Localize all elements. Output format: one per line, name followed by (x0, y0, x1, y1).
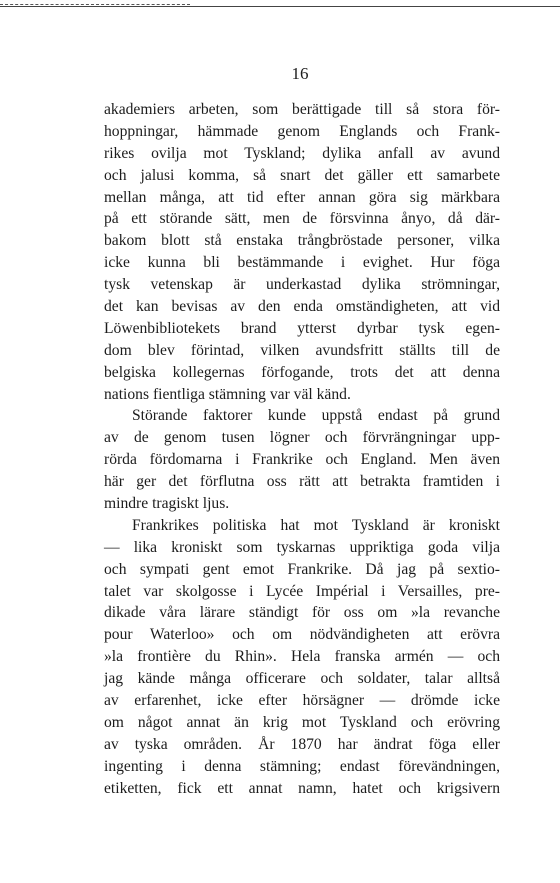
page-number: 16 (291, 64, 309, 83)
text-line: icke kunna bli bestämmande i evighet. Hur föga (104, 254, 500, 272)
text-line: talet var skolgosse i Lycée Impérial i Versailles, pre- (104, 582, 500, 600)
text-line: på ett störande sätt, men de försvinna ånyo, då där- (104, 210, 500, 228)
text-line: av tyska områden. År 1870 har ändrat föga eller (104, 735, 500, 753)
text-line: rörda fördomarna i Frankrike och England. Men även (104, 451, 500, 469)
text-line: och sympati gent emot Frankrike. Då jag på sextio- (104, 560, 500, 578)
text-line: — lika kroniskt som tyskarnas uppriktiga goda vilja (104, 538, 500, 556)
text-line: belgiska kollegernas förfogande, trots det att denna (104, 363, 500, 381)
text-line: pour Waterloo» och om nödvändigheten att erövra (104, 626, 500, 644)
text-line: bakom blott stå enstaka trångbröstade personer, vilka (104, 232, 500, 250)
text-line: dikade våra lärare ständigt för oss om »la revanche (104, 604, 500, 622)
text-line: dom blev förintad, vilken avundsfritt ställts till de (104, 341, 500, 359)
paragraph-start-line: Störande faktorer kunde uppstå endast på grund (132, 407, 500, 425)
text-line: av de genom tusen lögner och förvrängningar upp- (104, 429, 500, 447)
text-line: etiketten, fick ett annat namn, hatet och krigsivern (104, 779, 500, 797)
text-line: tysk vetenskap är underkastad dylika strömningar, (104, 276, 500, 294)
text-line: av erfarenhet, icke efter hörsägner — drömde icke (104, 692, 500, 710)
text-line: om något annat än krig mot Tyskland och erövring (104, 713, 500, 731)
text-line: mellan många, att tid efter annan göra sig märkbara (104, 188, 500, 206)
text-line: här ger det förflutna oss rätt att betrakta framtiden i (104, 473, 500, 491)
paragraph-end-line: mindre tragiskt ljus. (104, 495, 230, 513)
text-line: ingenting i denna stämning; endast förevändningen, (104, 757, 500, 775)
text-line: akademiers arbeten, som berättigade till så stora för- (104, 101, 500, 118)
text-line: och jalusi komma, så snart det gäller ett samarbete (104, 166, 500, 184)
text-line: det kan bevisas av den enda omständigheten, att vid (104, 298, 500, 316)
paragraph-start-line: Frankrikes politiska hat mot Tyskland är kroniskt (132, 516, 500, 534)
text-line: Löwenbibliotekets brand ytterst dyrbar tysk egen- (104, 319, 500, 337)
text-line: hoppningar, hämmade genom Englands och Frank- (104, 122, 500, 140)
text-line: rikes ovilja mot Tyskland; dylika anfall av avund (104, 144, 500, 162)
paragraph-end-line: nations fientliga stämning var väl känd. (104, 385, 351, 403)
top-edge-dashed-rule (0, 4, 190, 5)
text-line: jag kände många officerare och soldater, talar alltså (104, 670, 500, 688)
top-edge-rule (0, 6, 560, 7)
body-text (104, 99, 500, 800)
text-line: »la frontière du Rhin». Hela franska armén — och (104, 648, 500, 666)
